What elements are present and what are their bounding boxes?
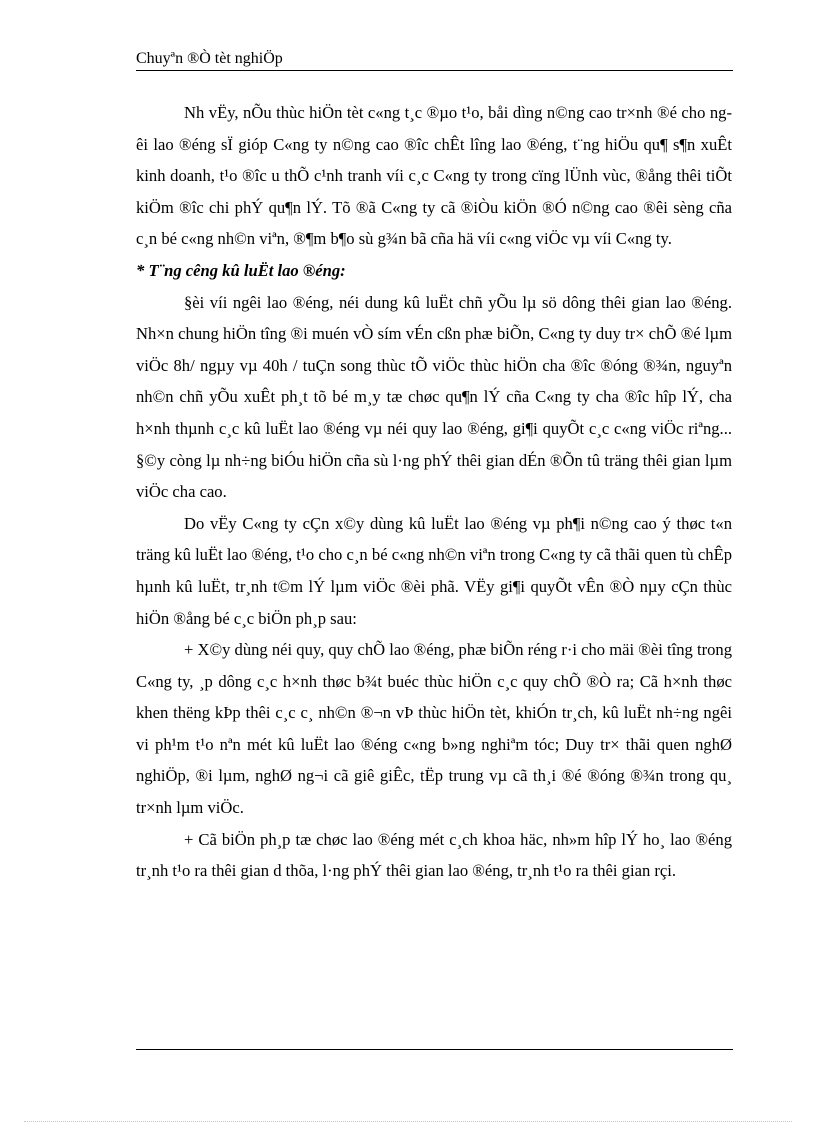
paragraph: Nh vËy, nÕu thùc hiÖn tèt c«ng t¸c ®µo t¹o, båi dìng n©ng cao tr×nh ®é cho ngêi lao ®éng sÏ gióp C«ng ty n©ng cao ®îc chÊt lîng lao ®éng, t¨ng hiÖu qu¶ s¶n xuÊt kinh doanh, t¹o ®îc u thÕ c¹nh tranh víi c¸c C«ng ty trong cïng lÜnh vùc, ®ång thêi tiÕt kiÖm ®îc chi phÝ qu¶n lÝ. Tõ ®ã C«ng ty cã ®iÒu kiÖn ®Ó n©ng cao ®êi sèng cña c¸n bé c«ng nh©n viªn, ®¶m b¶o sù g¾n bã cña hä víi c«ng viÖc vµ víi C«ng ty. bbox=[136, 103, 732, 249]
running-header bbox=[136, 48, 733, 71]
body-text bbox=[136, 97, 732, 887]
paragraph: §èi víi ngêi lao ®éng, néi dung kû luËt chñ yÕu lµ sö dông thêi gian lao ®éng. Nh×n chung hiÖn tîng ®i muén vÒ sím vÉn cßn phæ biÕn, C«ng ty duy tr× chÕ ®é lµm viÖc 8h/ ngµy vµ 40h / tuÇn song thùc tÕ viÖc thùc hiÖn cha ®îc ®óng ®¾n, nguyªn nh©n chñ yÕu xuÊt ph¸t tõ bé m¸y tæ chøc qu¶n lÝ cña C«ng ty cha ®îc hîp lÝ, cha h×nh thµnh c¸c kû luËt lao ®éng vµ néi quy lao ®éng, gi¶i quyÕt c¸c c«ng viÖc riªng... §©y còng lµ nh÷ng biÓu hiÖn cña sù l·ng phÝ thêi gian dÉn ®Õn tû träng thêi gian lµm viÖc cha cao. bbox=[136, 292, 732, 502]
footer-rule bbox=[136, 1049, 733, 1050]
paragraph: Do vËy C«ng ty cÇn x©y dùng kû luËt lao ®éng vµ ph¶i n©ng cao ý thøc t«n träng kû luËt lao ®éng, t¹o cho c¸n bé c«ng nh©n viªn trong C«ng ty cã thãi quen tù chÊp hµnh kû luËt, tr¸nh t©m lÝ lµm viÖc ®èi phã. VËy gi¶i quyÕt vÊn ®Ò nµy cÇn thùc hiÖn ®ång bé c¸c biÖn ph¸p sau: bbox=[136, 513, 732, 628]
header-title: Chuyªn ®Ò tèt nghiÖp bbox=[136, 50, 283, 67]
paragraph: + X©y dùng néi quy, quy chÕ lao ®éng, phæ biÕn réng r·i cho mäi ®èi tîng trong C«ng ty, ¸p dông c¸c h×nh thøc b¾t buéc thùc hiÖn c¸c quy chÕ ®Ò ra; Cã h×nh thøc khen thëng kÞp thêi c¸c c¸ nh©n ®¬n vÞ thùc hiÖn tèt, khiÓn tr¸ch, kû luËt nh÷ng ngêi vi ph¹m t¹o nªn mét kû luËt lao ®éng c«ng b»ng nghiªm tóc; Duy tr× thãi quen nghØ nghiÖp, ®i lµm, nghØ ng¬i cã giê giÊc, tËp trung vµ cã th¸i ®é ®óng ®¾n trong qu¸ tr×nh lµm viÖc. bbox=[136, 640, 732, 818]
page-edge-dotted-line bbox=[24, 1121, 792, 1122]
paragraph: + Cã biÖn ph¸p tæ chøc lao ®éng mét c¸ch khoa häc, nh»m hîp lÝ ho¸ lao ®éng tr¸nh t¹o ra thêi gian d thõa, l·ng phÝ thêi gian lao ®éng, tr¸nh t¹o ra thêi gian rçi. bbox=[136, 829, 732, 881]
section-heading: * T¨ng cêng kû luËt lao ®éng: bbox=[136, 260, 346, 280]
